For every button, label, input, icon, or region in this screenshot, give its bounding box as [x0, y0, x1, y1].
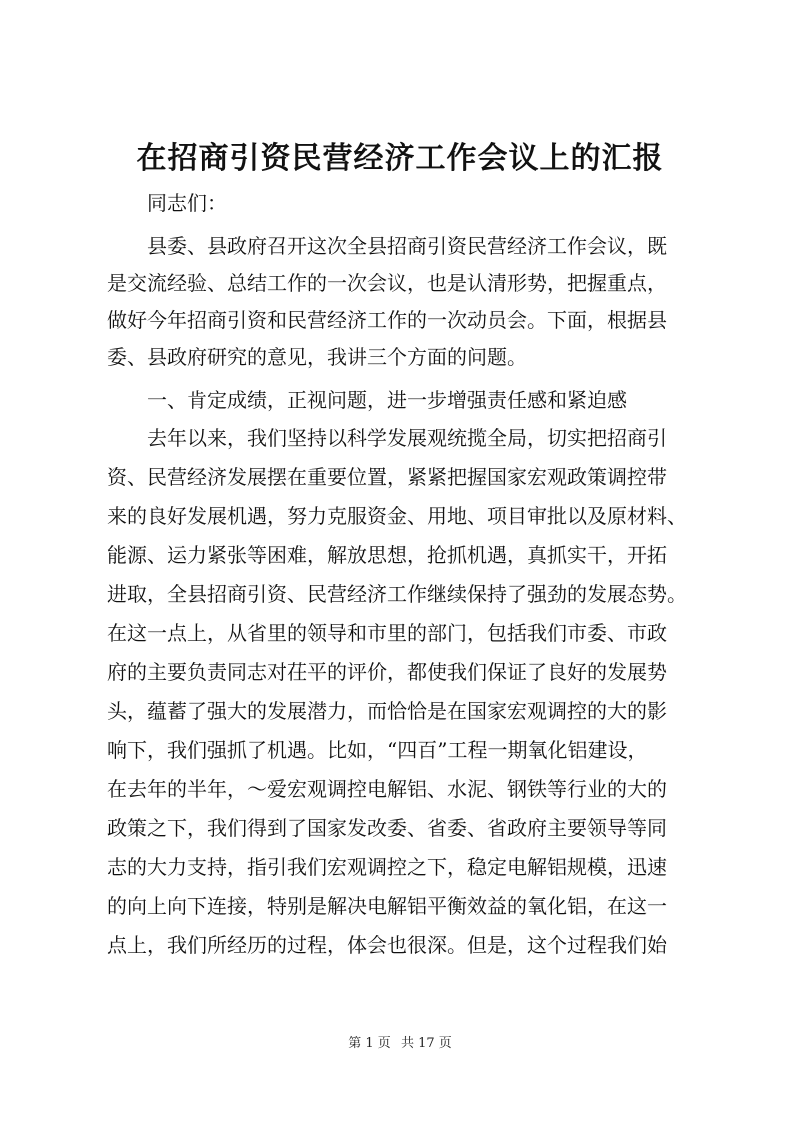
text-line: 做好今年招商引资和民营经济工作的一次动员会。下面，根据县 [107, 308, 667, 332]
text-line: 能源、运力紧张等困难，解放思想，抢抓机遇，真抓实干，开拓 [107, 543, 667, 567]
text-line: 头，蕴蓄了强大的发展潜力，而恰恰是在国家宏观调控的大的影 [107, 699, 667, 723]
text-line: 来的良好发展机遇，努力克服资金、用地、项目审批以及原材料、 [107, 504, 687, 528]
text-line: 是交流经验、总结工作的一次会议，也是认清形势，把握重点， [107, 271, 667, 295]
text-line: 政策之下，我们得到了国家发改委、省委、省政府主要领导等同 [107, 816, 667, 840]
text-line: 在去年的半年，～爱宏观调控电解铝、水泥、钢铁等行业的大的 [107, 777, 667, 801]
text-line: 同志们： [107, 191, 227, 215]
text-line: 府的主要负责同志对茌平的评价，都使我们保证了良好的发展势 [107, 660, 667, 684]
document-title: 在招商引资民营经济工作会议上的汇报 [136, 141, 664, 176]
text-line: 在这一点上，从省里的领导和市里的部门，包括我们市委、市政 [107, 621, 667, 645]
text-line: 县委、县政府召开这次全县招商引资民营经济工作会议，既 [107, 234, 667, 258]
text-line: 点上，我们所经历的过程，体会也很深。但是，这个过程我们始 [107, 933, 667, 957]
page-total: 共 17 页 [400, 1036, 452, 1051]
text-line: 资、民营经济发展摆在重要位置，紧紧把握国家宏观政策调控带 [107, 465, 667, 489]
page-footer [0, 1035, 800, 1053]
page-number: 第 1 页 [348, 1036, 391, 1051]
text-line: 的向上向下连接，特别是解决电解铝平衡效益的氧化铝，在这一 [107, 894, 667, 918]
text-line: 委、县政府研究的意见，我讲三个方面的问题。 [107, 345, 527, 369]
text-line: 去年以来，我们坚持以科学发展观统揽全局，切实把招商引 [107, 426, 667, 450]
section-heading: 一、肯定成绩，正视问题，进一步增强责任感和紧迫感 [107, 388, 627, 412]
text-line: 志的大力支持，指引我们宏观调控之下，稳定电解铝规模，迅速 [107, 855, 667, 879]
text-line: 进取，全县招商引资、民营经济工作继续保持了强劲的发展态势。 [107, 582, 687, 606]
text-line: 响下，我们强抓了机遇。比如，“四百”工程一期氧化铝建设， [107, 738, 648, 762]
